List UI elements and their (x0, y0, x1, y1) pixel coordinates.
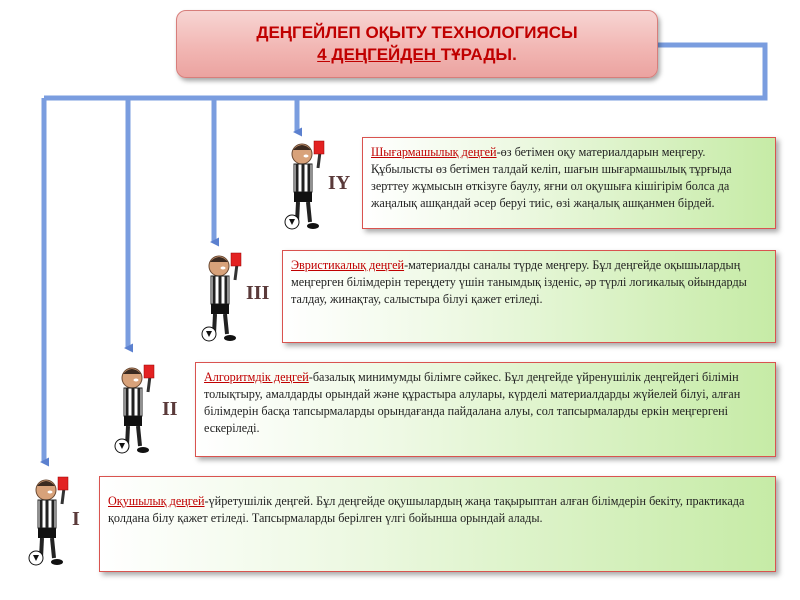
title-underlined-part: 4 ДЕҢГЕЙДЕН (317, 45, 441, 64)
level-iii-text: -материалды саналы түрде меңгеру. Бұл деңгейде оқышылардың меңгерген білімдерін тереңдету үшін танымдық ізденіс, әр түрлі логикалық ойындарды талдау, жинақтау, салыстыра білуі қажет етіледі. (291, 258, 747, 306)
level-numeral-i: I (72, 508, 80, 530)
title-rest: ТҰРАДЫ. (440, 45, 517, 64)
level-iii-box (282, 250, 776, 343)
level-iy-text: -өз бетімен оқу материалдарын меңгеру. Құбылысты өз бетімен талдай келіп, шағын шығармашылық тұрғыда зерттеу жұмысын өткізуге баулу, яғни ол оқушыға кішігірім болса да жаңалық ашқандай әсер беруі тиіс, өзі жаңалық ашқанмен бірдей. (371, 145, 732, 210)
title-box (176, 10, 658, 78)
level-ii-box (195, 362, 776, 457)
level-ii-text: -базалық минимумды білімге сәйкес. Бұл деңгейде үйренушілік деңгейдегі білімін толықтыру, амалдарды орындай және құрастыра алулары, күрделі материалдарды жүйелей білуі, алған білімдерін басқа тапсырмаларды орындағанда пайдалана алуы, сол тапсырмаларды еркін меңгергені ескеріледі. (204, 370, 741, 435)
level-numeral-iii: III (246, 282, 270, 304)
level-i-box (99, 476, 776, 572)
level-i-term: Оқушылық деңгей (108, 494, 205, 508)
referee-icon (110, 362, 168, 456)
level-iy-box (362, 137, 776, 229)
level-numeral-ii: II (162, 398, 178, 420)
level-iii-term: Эвристикалық деңгей (291, 258, 405, 272)
title-line-1: ДЕҢГЕЙЛЕП ОҚЫТУ ТЕХНОЛОГИЯСЫ (256, 23, 578, 42)
title-line-2 (177, 44, 657, 66)
level-i-text: -үйретушілік деңгей. Бұл деңгейде оқушылардың жаңа тақырыптан алған білімдерін бекіту, практикада қолдана білу қажет етіледі. Тапсырмаларды берілген үлгі бойынша орындай алады. (108, 494, 745, 525)
level-numeral-iy: IY (328, 172, 351, 194)
level-ii-term: Алгоритмдік деңгей (204, 370, 309, 384)
level-iy-term: Шығармашылық деңгей (371, 145, 497, 159)
